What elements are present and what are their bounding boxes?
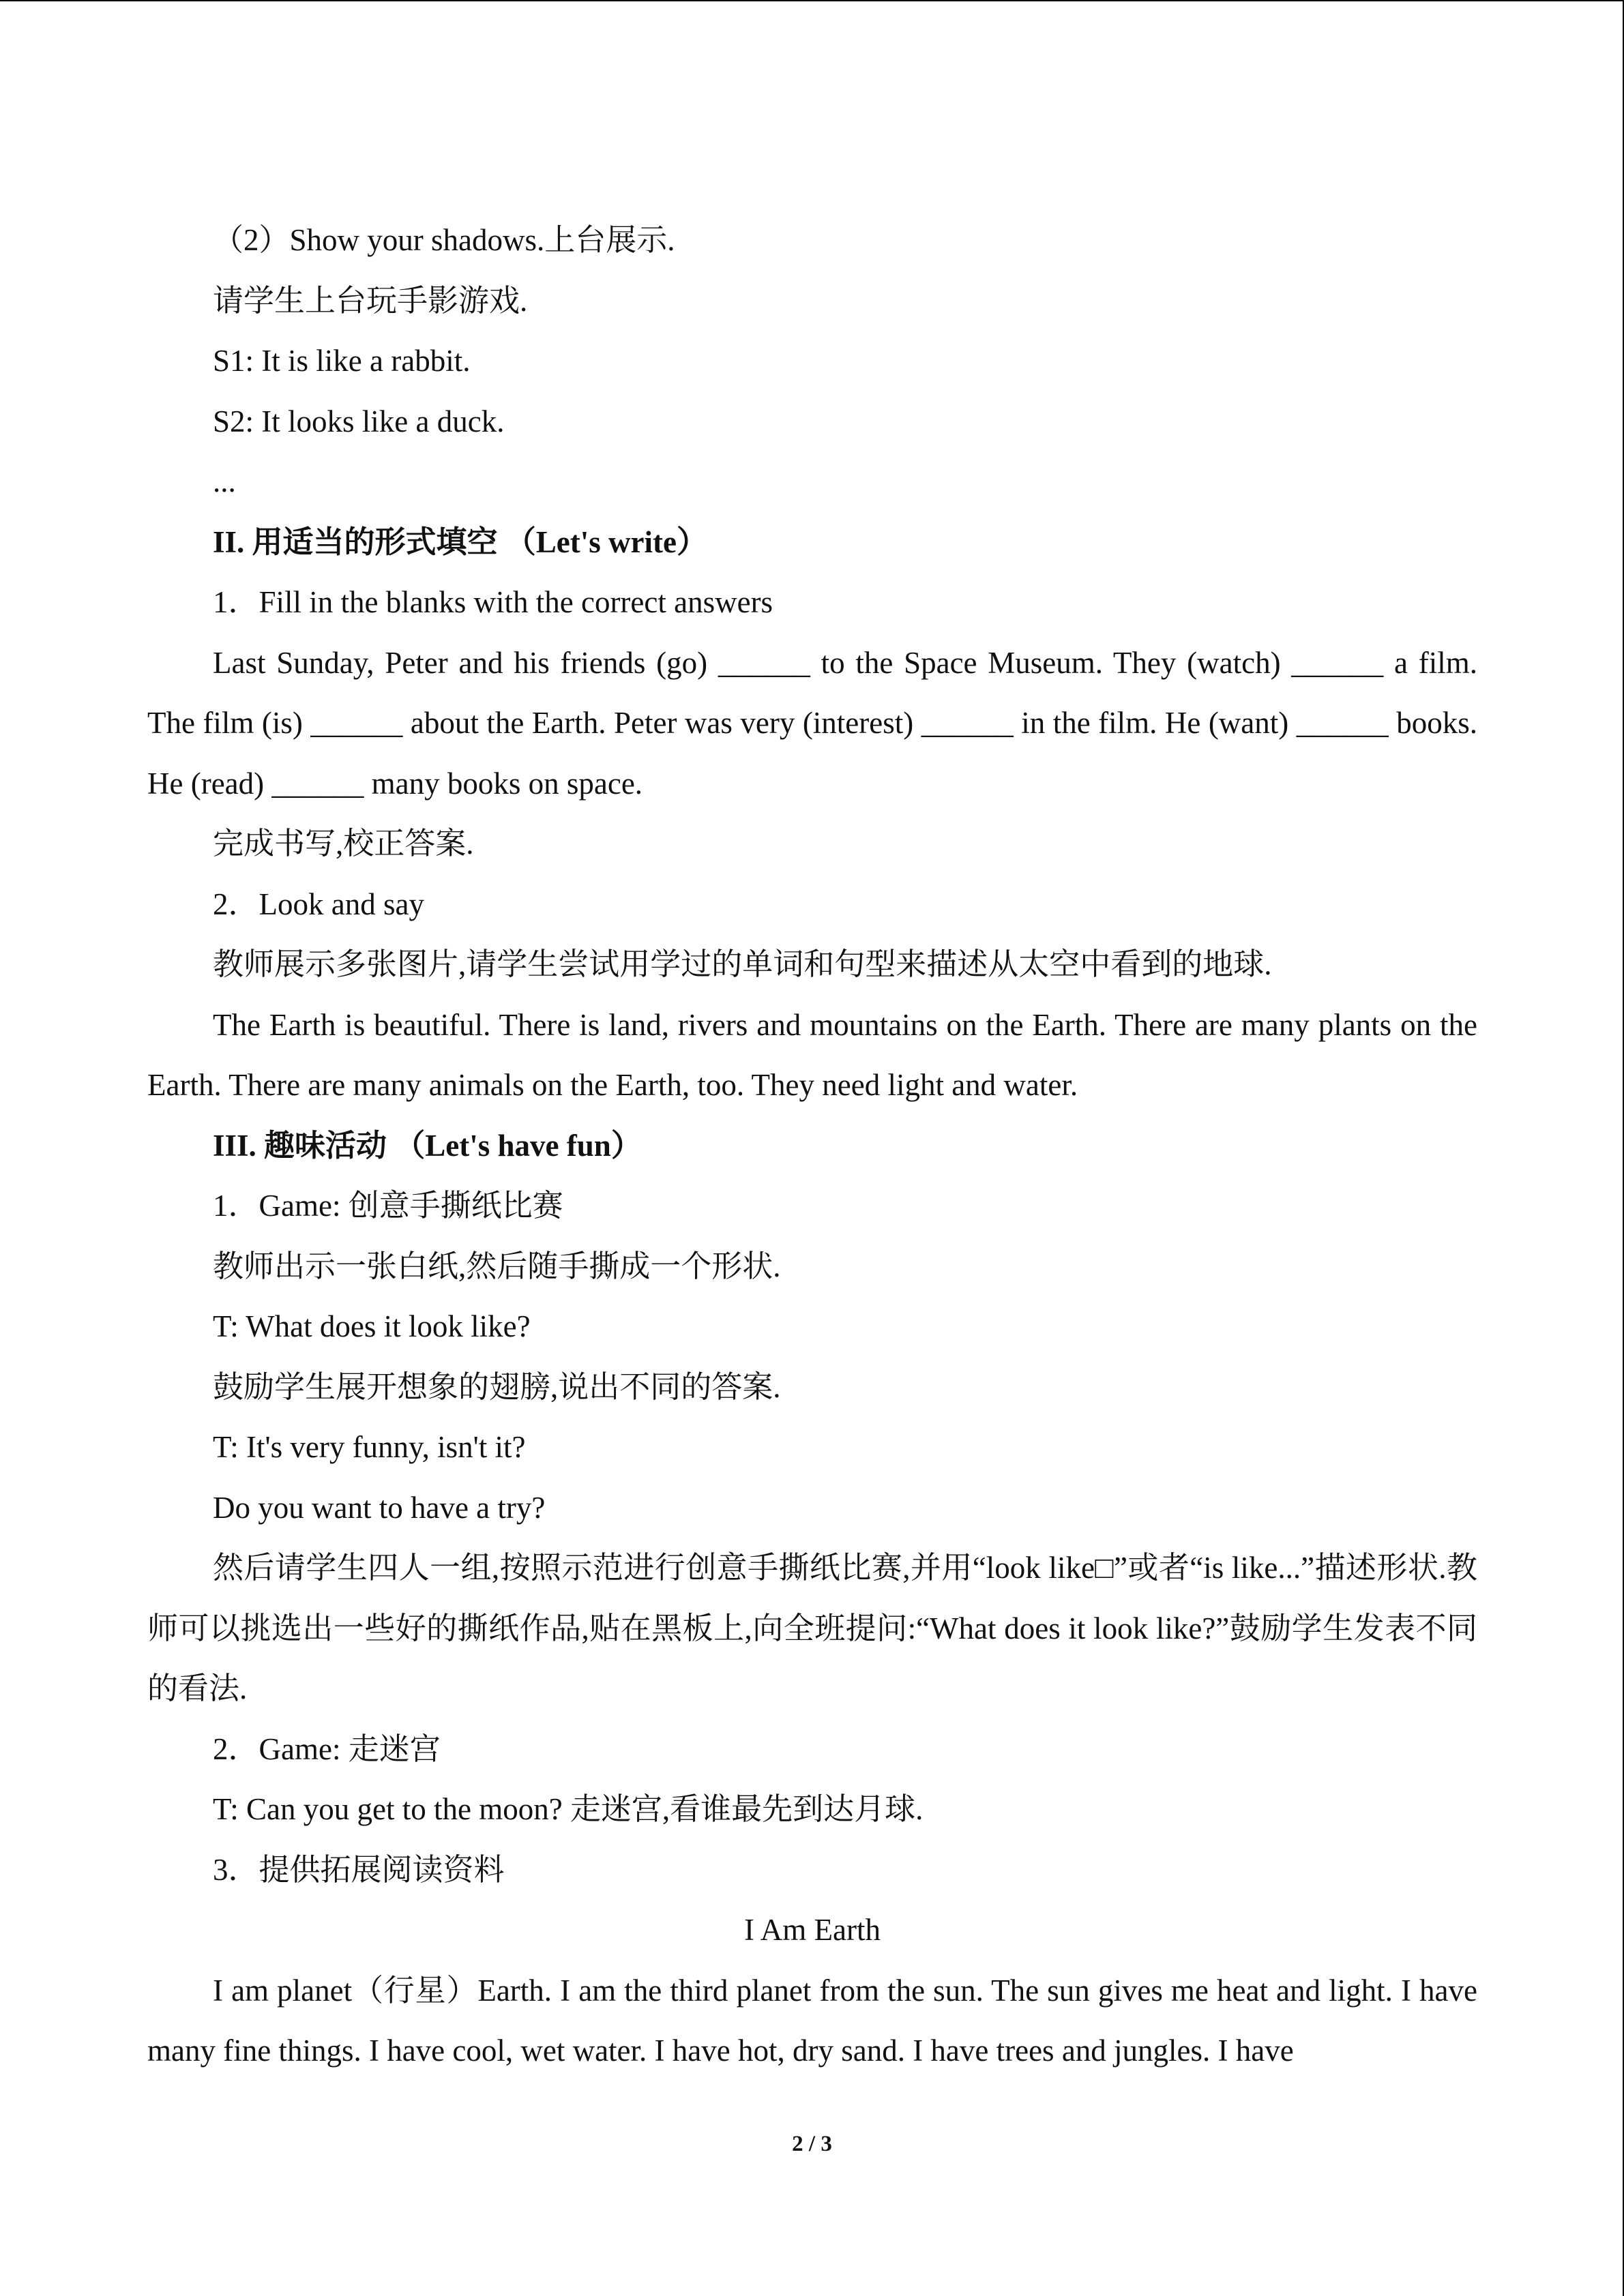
- text-line: 请学生上台玩手影游戏.: [213, 283, 528, 318]
- text-line: 完成书写,校正答案.: [213, 826, 474, 861]
- text-line: S1: It is like a rabbit.: [213, 344, 471, 378]
- reading-title: I Am Earth: [744, 1913, 881, 1947]
- text-line: ...: [213, 464, 236, 498]
- section-heading: III. 趣味活动 （Let's have fun）: [213, 1128, 642, 1163]
- text-line: 教师出示一张白纸,然后随手撕成一个形状.: [213, 1249, 781, 1283]
- text-line: 1．Fill in the blanks with the correct answers: [213, 585, 773, 619]
- page-number: 2 / 3: [792, 2132, 832, 2156]
- paragraph: 然后请学生四人一组,按照示范进行创意手撕纸比赛,并用“look like□”或者“is like...”描述形状.教师可以挑选出一些好的撕纸作品,贴在黑板上,向全班提问:“What does it look like?”鼓励学生发表不同的看法.: [147, 1551, 1477, 1705]
- text-line: 2．Game: 走迷宫: [213, 1731, 441, 1766]
- text-line: T: What does it look like?: [213, 1309, 531, 1343]
- paragraph: I am planet（行星）Earth. I am the third planet from the sun. The sun gives me heat and light. I have many fine things. I have cool, wet water. I have hot, dry sand. I have trees and jungles. I have: [147, 1973, 1477, 2068]
- text-line: Do you want to have a try?: [213, 1490, 546, 1525]
- text-line: 1．Game: 创意手撕纸比赛: [213, 1189, 563, 1223]
- document-body: [147, 210, 1477, 2081]
- text-line: T: Can you get to the moon? 走迷宫,看谁最先到达月球.: [213, 1792, 924, 1826]
- text-line: （2）Show your shadows.上台展示.: [213, 223, 675, 257]
- text-line: 教师展示多张图片,请学生尝试用学过的单词和句型来描述从太空中看到的地球.: [213, 947, 1272, 981]
- paragraph: Last Sunday, Peter and his friends (go) ______ to the Space Museum. They (watch) ______ a film. The film (is) ______ about the Earth. Peter was very (interest) ______ in the film. He (want) ______ books. He (read) ______ many books on space.: [147, 645, 1477, 801]
- text-line: 3．提供拓展阅读资料: [213, 1852, 505, 1887]
- text-line: 鼓励学生展开想象的翅膀,说出不同的答案.: [213, 1369, 781, 1404]
- paragraph: The Earth is beautiful. There is land, rivers and mountains on the Earth. There are many plants on the Earth. There are many animals on the Earth, too. They need light and water.: [147, 1007, 1477, 1102]
- text-line: S2: It looks like a duck.: [213, 404, 505, 438]
- section-heading: II. 用适当的形式填空 （Let's write）: [213, 524, 707, 559]
- text-line: T: It's very funny, isn't it?: [213, 1430, 526, 1464]
- text-line: 2．Look and say: [213, 886, 424, 921]
